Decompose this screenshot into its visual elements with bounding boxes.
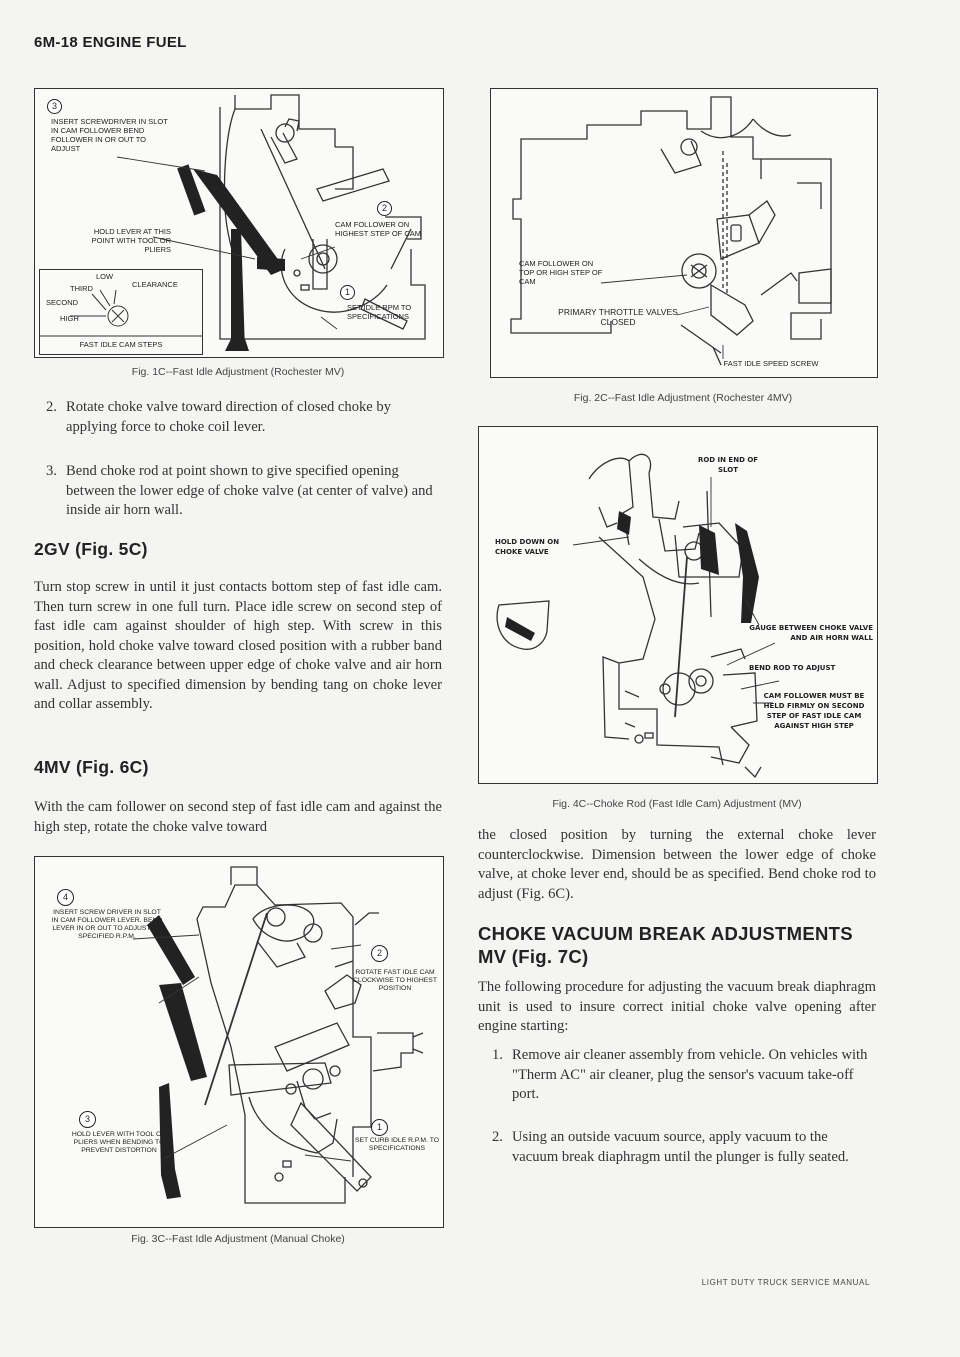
step-number: 3.	[46, 463, 57, 479]
figure-2c-illustration	[491, 89, 877, 377]
page-header: 6M-18 ENGINE FUEL	[34, 34, 187, 51]
figure-4c	[478, 426, 878, 784]
figure-4c-caption: Fig. 4C--Choke Rod (Fast Idle Cam) Adjustment (MV)	[552, 798, 802, 810]
callout-number-3: 3	[79, 1111, 96, 1128]
callout-rod-in-end: ROD IN END OF SLOT	[697, 456, 759, 474]
cam-step-high: HIGH	[60, 314, 79, 323]
step-number: 2.	[46, 399, 57, 415]
section-heading-4mv: 4MV (Fig. 6C)	[34, 757, 149, 777]
figure-2c	[490, 88, 878, 378]
section-heading-2gv: 2GV (Fig. 5C)	[34, 539, 148, 559]
callout-set-idle: SET IDLE RPM TO SPECIFICATIONS	[347, 303, 412, 321]
heading-line: MV (Fig. 7C)	[478, 946, 589, 967]
figure-1c-caption: Fig. 1C--Fast Idle Adjustment (Rochester MV)	[131, 366, 345, 378]
fast-idle-cam-steps-inset	[39, 269, 203, 355]
section-intro-vacuum-break: The following procedure for adjusting the vacuum break diaphragm unit is used to insure correct initial choke valve opening after engine starting:	[478, 979, 876, 1034]
figure-3c	[34, 856, 444, 1228]
callout-cam-follower: CAM FOLLOWER ON HIGHEST STEP OF CAM	[335, 220, 421, 238]
callout-number-1: 1	[340, 285, 355, 300]
callout-primary-throttle: PRIMARY THROTTLE VALVES CLOSED	[558, 307, 678, 327]
cam-step-third: THIRD	[70, 284, 93, 293]
step-number: 2.	[492, 1129, 503, 1145]
callout-fast-idle-screw: FAST IDLE SPEED SCREW	[723, 359, 819, 368]
callout-cam-follower-held: CAM FOLLOWER MUST BE HELD FIRMLY ON SECOND STEP OF FAST IDLE CAM AGAINST HIGH STEP	[763, 692, 865, 730]
cam-step-low: LOW	[96, 272, 114, 281]
callout-hold-lever: HOLD LEVER AT THIS POINT WITH TOOL OR PLIERS	[91, 227, 171, 254]
step-text: Bend choke rod at point shown to give specified opening between the lower edge of choke valve (at center of valve) and inside air horn wall.	[66, 463, 433, 518]
callout-hold-down: HOLD DOWN ON CHOKE VALVE	[495, 538, 560, 556]
callout-insert-screwdriver: INSERT SCREWDRIVER IN SLOT IN CAM FOLLOWER BEND FOLLOWER IN OR OUT TO ADJUST	[51, 117, 168, 153]
callout-number-2: 2	[371, 945, 388, 962]
section-heading-vacuum-break	[478, 922, 876, 968]
callout-number-3: 3	[47, 99, 62, 114]
callout-cam-follower-top: CAM FOLLOWER ON TOP OR HIGH STEP OF CAM	[519, 259, 603, 286]
callout-number-2: 2	[377, 201, 392, 216]
section-body-4mv: With the cam follower on second step of fast idle cam and against the high step, rotate the choke valve toward	[34, 799, 442, 835]
callout-set-curb-idle: SET CURB IDLE R.P.M. TO SPECIFICATIONS	[354, 1137, 440, 1152]
callout-bend-rod: BEND ROD TO ADJUST	[749, 664, 836, 672]
callout-gauge: GAUGE BETWEEN CHOKE VALVE AND AIR HORN WALL	[749, 624, 873, 642]
heading-line: CHOKE VACUUM BREAK ADJUSTMENTS	[478, 923, 853, 944]
step-text: Rotate choke valve toward direction of closed choke by applying force to choke coil lever.	[66, 399, 392, 435]
step-number: 1.	[492, 1047, 503, 1063]
section-body-2gv: Turn stop screw in until it just contacts bottom step of fast idle cam. Then turn screw in one full turn. Place idle screw on second step of fast idle cam against shoulder of high step. With screw in this position, hold choke valve toward closed position with a rubber band and check clearance between upper edge of choke valve and air horn wall. Adjust to specified dimension by bending tang on choke lever and collar assembly.	[34, 579, 442, 712]
cam-step-clearance: CLEARANCE	[132, 280, 178, 289]
cam-step-second: SECOND	[46, 298, 79, 307]
callout-number-4: 4	[57, 889, 74, 906]
figure-3c-caption: Fig. 3C--Fast Idle Adjustment (Manual Choke)	[131, 1233, 345, 1245]
callout-hold-lever-tool: HOLD LEVER WITH TOOL OR PLIERS WHEN BENDING TO PREVENT DISTORTION	[71, 1131, 167, 1154]
callout-rotate-cam: ROTATE FAST IDLE CAM CLOCKWISE TO HIGHEST POSITION	[353, 969, 437, 992]
section-body-4mv-continued: the closed position by turning the external choke lever counterclockwise. Dimension between the lower edge of choke valve, at choke lever end, should be as specified. Bend choke rod to adjust (Fig. 6C).	[478, 827, 876, 902]
callout-number-1: 1	[371, 1119, 388, 1136]
step-text: Using an outside vacuum source, apply vacuum to the vacuum break diaphragm until the plunger is fully seated.	[512, 1129, 849, 1165]
step-text: Remove air cleaner assembly from vehicle. On vehicles with "Therm AC" air cleaner, plug the sensor's vacuum take-off port.	[512, 1047, 868, 1102]
figure-1c	[34, 88, 444, 358]
page-footer: LIGHT DUTY TRUCK SERVICE MANUAL	[701, 1278, 870, 1287]
callout-insert-screw-driver: INSERT SCREW DRIVER IN SLOT IN CAM FOLLOWER LEVER. BEND LEVER IN OR OUT TO ADJUST TO SPECIFIED R.P.M.	[51, 909, 163, 940]
figure-2c-caption: Fig. 2C--Fast Idle Adjustment (Rochester 4MV)	[573, 392, 793, 404]
cam-steps-title: FAST IDLE CAM STEPS	[79, 340, 163, 349]
